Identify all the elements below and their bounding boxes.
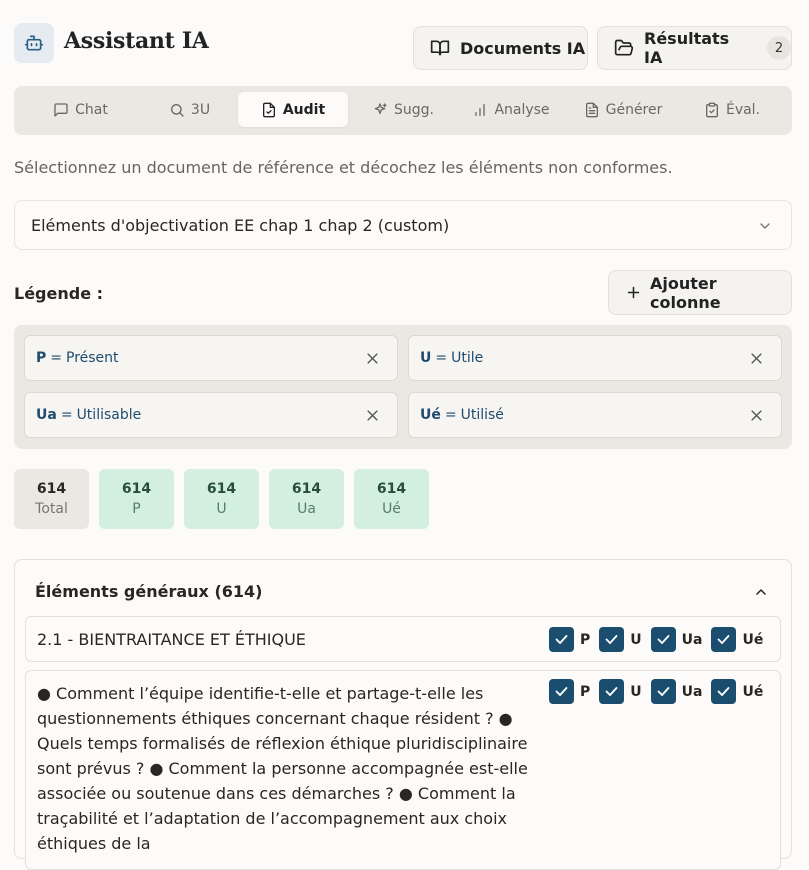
tab-sugg[interactable] (360, 92, 446, 127)
stat-ue (354, 469, 429, 529)
sparkles-icon (372, 102, 388, 118)
legend-item-ua (24, 392, 398, 438)
tab-audit[interactable] (238, 92, 348, 127)
file-check-icon (261, 102, 277, 118)
tab-audit-label: Audit (282, 101, 326, 118)
legend-item-u (408, 335, 782, 381)
tab-analyse[interactable] (464, 92, 558, 127)
row-question-text: ● Comment l’équipe identifie-t-elle et partage-t-elle les questionnements éthiques concernant chaque résident ? ● Quels temps formalisés de réflexion éthique pluridisciplinaire sont prévus ? ● Comment la personne accompagnée est-elle associée ou soutenue dans ces démarches ? ● Comment la traçabilité et l’adaptation de l’accompagnement aux choix éthiques de la (37, 684, 528, 853)
checkbox-u[interactable] (599, 679, 641, 704)
check-icon (711, 679, 736, 704)
stat-p (99, 469, 174, 529)
main-tabs (14, 86, 792, 135)
stat-value: 614 (291, 481, 322, 497)
remove-icon[interactable] (365, 351, 380, 366)
bot-icon (14, 23, 54, 63)
legend-value: Utilisable (76, 407, 142, 423)
check-icon (549, 627, 574, 652)
chevron-down-icon (757, 218, 773, 234)
legend-value: Utile (451, 350, 484, 366)
legend-panel (14, 325, 792, 449)
legend-sep: = (435, 350, 448, 366)
stat-label: U (216, 501, 227, 517)
checkbox-label: Ua (681, 683, 703, 700)
stat-value: 614 (121, 481, 152, 497)
remove-icon[interactable] (749, 351, 764, 366)
stat-label: P (132, 501, 141, 517)
table-row (25, 616, 781, 662)
tab-eval[interactable] (696, 92, 768, 127)
legend-key: Ua (36, 407, 57, 423)
row-checkboxes (549, 627, 772, 652)
checkbox-label: Ua (681, 631, 703, 648)
results-count-badge: 2 (767, 36, 791, 60)
chevron-up-icon[interactable] (753, 584, 769, 600)
reference-document-select[interactable] (14, 200, 792, 250)
checkbox-u[interactable] (599, 627, 641, 652)
legend-label: Légende : (14, 284, 104, 303)
stat-value: 614 (376, 481, 407, 497)
tab-3u[interactable] (141, 92, 238, 127)
documents-ia-label: Documents IA (460, 38, 586, 58)
checkbox-ua[interactable] (651, 679, 703, 704)
app-title: Assistant IA (64, 28, 209, 54)
legend-sep: = (50, 350, 62, 366)
checkbox-label: Ué (742, 683, 764, 700)
checkbox-p[interactable] (549, 679, 590, 704)
stat-label: Ué (382, 501, 401, 517)
remove-icon[interactable] (749, 408, 764, 423)
check-icon (549, 679, 574, 704)
checkbox-ue[interactable] (711, 679, 763, 704)
checkbox-label: Ué (742, 631, 764, 648)
resultats-ia-button[interactable] (597, 26, 792, 70)
checkbox-label: U (630, 631, 642, 648)
check-icon (651, 627, 676, 652)
row-checkboxes (549, 679, 772, 704)
documents-ia-button[interactable] (413, 26, 588, 70)
stat-label: Total (35, 501, 68, 517)
legend-item-p (24, 335, 398, 381)
section-panel (14, 559, 792, 859)
tab-analyse-label: Analyse (494, 101, 550, 118)
legend-sep: = (60, 407, 73, 423)
stat-value: 614 (206, 481, 237, 497)
tab-chat[interactable] (20, 92, 141, 127)
stat-total (14, 469, 89, 529)
clipboard-check-icon (704, 102, 720, 118)
check-icon (651, 679, 676, 704)
checkbox-ua[interactable] (651, 627, 703, 652)
checkbox-label: P (580, 683, 591, 700)
tab-sugg-label: Sugg. (394, 101, 434, 118)
row-heading: 2.1 - BIENTRAITANCE ET ÉTHIQUE (37, 630, 306, 649)
bar-chart-icon (472, 102, 488, 118)
check-icon (711, 627, 736, 652)
add-column-button[interactable] (608, 270, 792, 315)
add-column-label: Ajouter colonne (650, 273, 721, 312)
checkbox-label: U (630, 683, 642, 700)
check-icon (599, 679, 624, 704)
tab-eval-label: Éval. (725, 101, 761, 118)
stat-value: 614 (36, 481, 67, 497)
section-title[interactable]: Éléments généraux (614) (35, 582, 263, 601)
stat-label: Ua (297, 501, 316, 517)
table-row (25, 670, 781, 870)
app-header (0, 0, 809, 85)
legend-key: U (420, 350, 432, 366)
folder-open-icon (614, 38, 634, 58)
resultats-ia-label: Résultats IA (644, 29, 730, 67)
checkbox-label: P (580, 631, 591, 648)
tab-chat-label: Chat (75, 101, 108, 118)
legend-value: Utilisé (460, 407, 504, 423)
legend-value: Présent (66, 350, 119, 366)
checkbox-p[interactable] (549, 627, 590, 652)
stat-ua (269, 469, 344, 529)
legend-key: Ué (420, 407, 441, 423)
check-icon (599, 627, 624, 652)
tab-3u-label: 3U (190, 101, 211, 118)
book-open-icon (430, 38, 450, 58)
checkbox-ue[interactable] (711, 627, 763, 652)
chat-icon (53, 102, 69, 118)
stat-u (184, 469, 259, 529)
reference-document-value: Eléments d'objectivation EE chap 1 chap 2 (custom) (31, 215, 450, 235)
remove-icon[interactable] (365, 408, 380, 423)
file-text-icon (584, 102, 600, 118)
search-icon (169, 102, 185, 118)
tab-generer[interactable] (577, 92, 669, 127)
audit-instruction: Sélectionnez un document de référence et décochez les éléments non conformes. (14, 158, 673, 177)
legend-item-ue (408, 392, 782, 438)
legend-sep: = (444, 407, 457, 423)
legend-key: P (36, 350, 47, 366)
plus-icon (625, 284, 642, 301)
tab-generer-label: Générer (605, 101, 663, 118)
